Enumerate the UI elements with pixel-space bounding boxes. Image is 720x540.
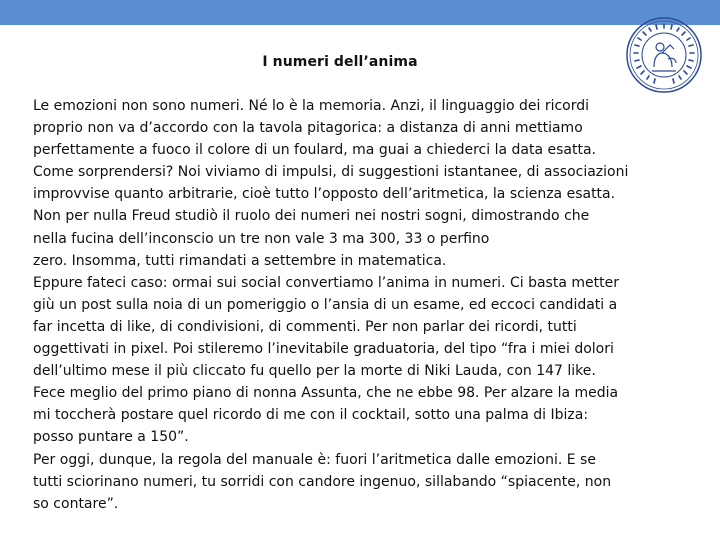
text-line: Per oggi, dunque, la regola del manuale è: fuori l’aritmetica dalle emozioni. E se bbox=[33, 451, 596, 468]
text-line: perfettamente a fuoco il colore di un foulard, ma guai a chiederci la data esatta. bbox=[33, 142, 596, 159]
page-title: I numeri dell’anima bbox=[262, 54, 418, 70]
text-line: dell’ultimo mese il più cliccato fu quello per la morte di Niki Lauda, con 147 like. bbox=[33, 363, 596, 380]
text-line: Le emozioni non sono numeri. Né lo è la memoria. Anzi, il linguaggio dei ricordi bbox=[33, 98, 590, 114]
text-line: Non per nulla Freud studiò il ruolo dei numeri nei nostri sogni, dimostrando che bbox=[33, 208, 590, 225]
text-line: Eppure fateci caso: ormai sui social convertiamo l’anima in numeri. Ci basta metter bbox=[33, 274, 619, 291]
text-line: mi toccherà postare quel ricordo di me con il cocktail, sotto una palma di Ibiza: bbox=[33, 407, 589, 424]
text-line: posso puntare a 150”. bbox=[33, 429, 189, 446]
text-line: oggettivati in pixel. Poi stileremo l’inevitabile graduatoria, del tipo “fra i miei dolori bbox=[33, 341, 614, 358]
text-line: proprio non va d’accordo con la tavola pitagorica: a distanza di anni mettiamo bbox=[33, 120, 583, 137]
text-line: giù un post sulla noia di un pomeriggio o l’ansia di un esame, ed eccoci candidati a bbox=[33, 296, 618, 313]
text-line: nella fucina dell’inconscio un tre non vale 3 ma 300, 33 o perfino bbox=[33, 230, 490, 247]
text-line: tutti sciorinano numeri, tu sorridi con candore ingenuo, sillabando “spiacente, non bbox=[33, 473, 612, 490]
text-line: so contare”. bbox=[33, 495, 119, 512]
text-line: far incetta di like, di condivisioni, di commenti. Per non parlar dei ricordi, tutti bbox=[33, 318, 577, 335]
text-line: zero. Insomma, tutti rimandati a settembre in matematica. bbox=[33, 252, 447, 269]
text-line: Fece meglio del primo piano di nonna Assunta, che ne ebbe 98. Per alzare la media bbox=[33, 385, 619, 402]
body-text bbox=[33, 95, 663, 515]
top-accent-bar bbox=[0, 0, 720, 25]
text-line: improvvise quanto arbitrarie, cioè tutto l’opposto dell’aritmetica, la scienza esatta. bbox=[33, 186, 616, 203]
text-line: Come sorprendersi? Noi viviamo di impulsi, di suggestioni istantanee, di associazioni bbox=[33, 164, 629, 181]
